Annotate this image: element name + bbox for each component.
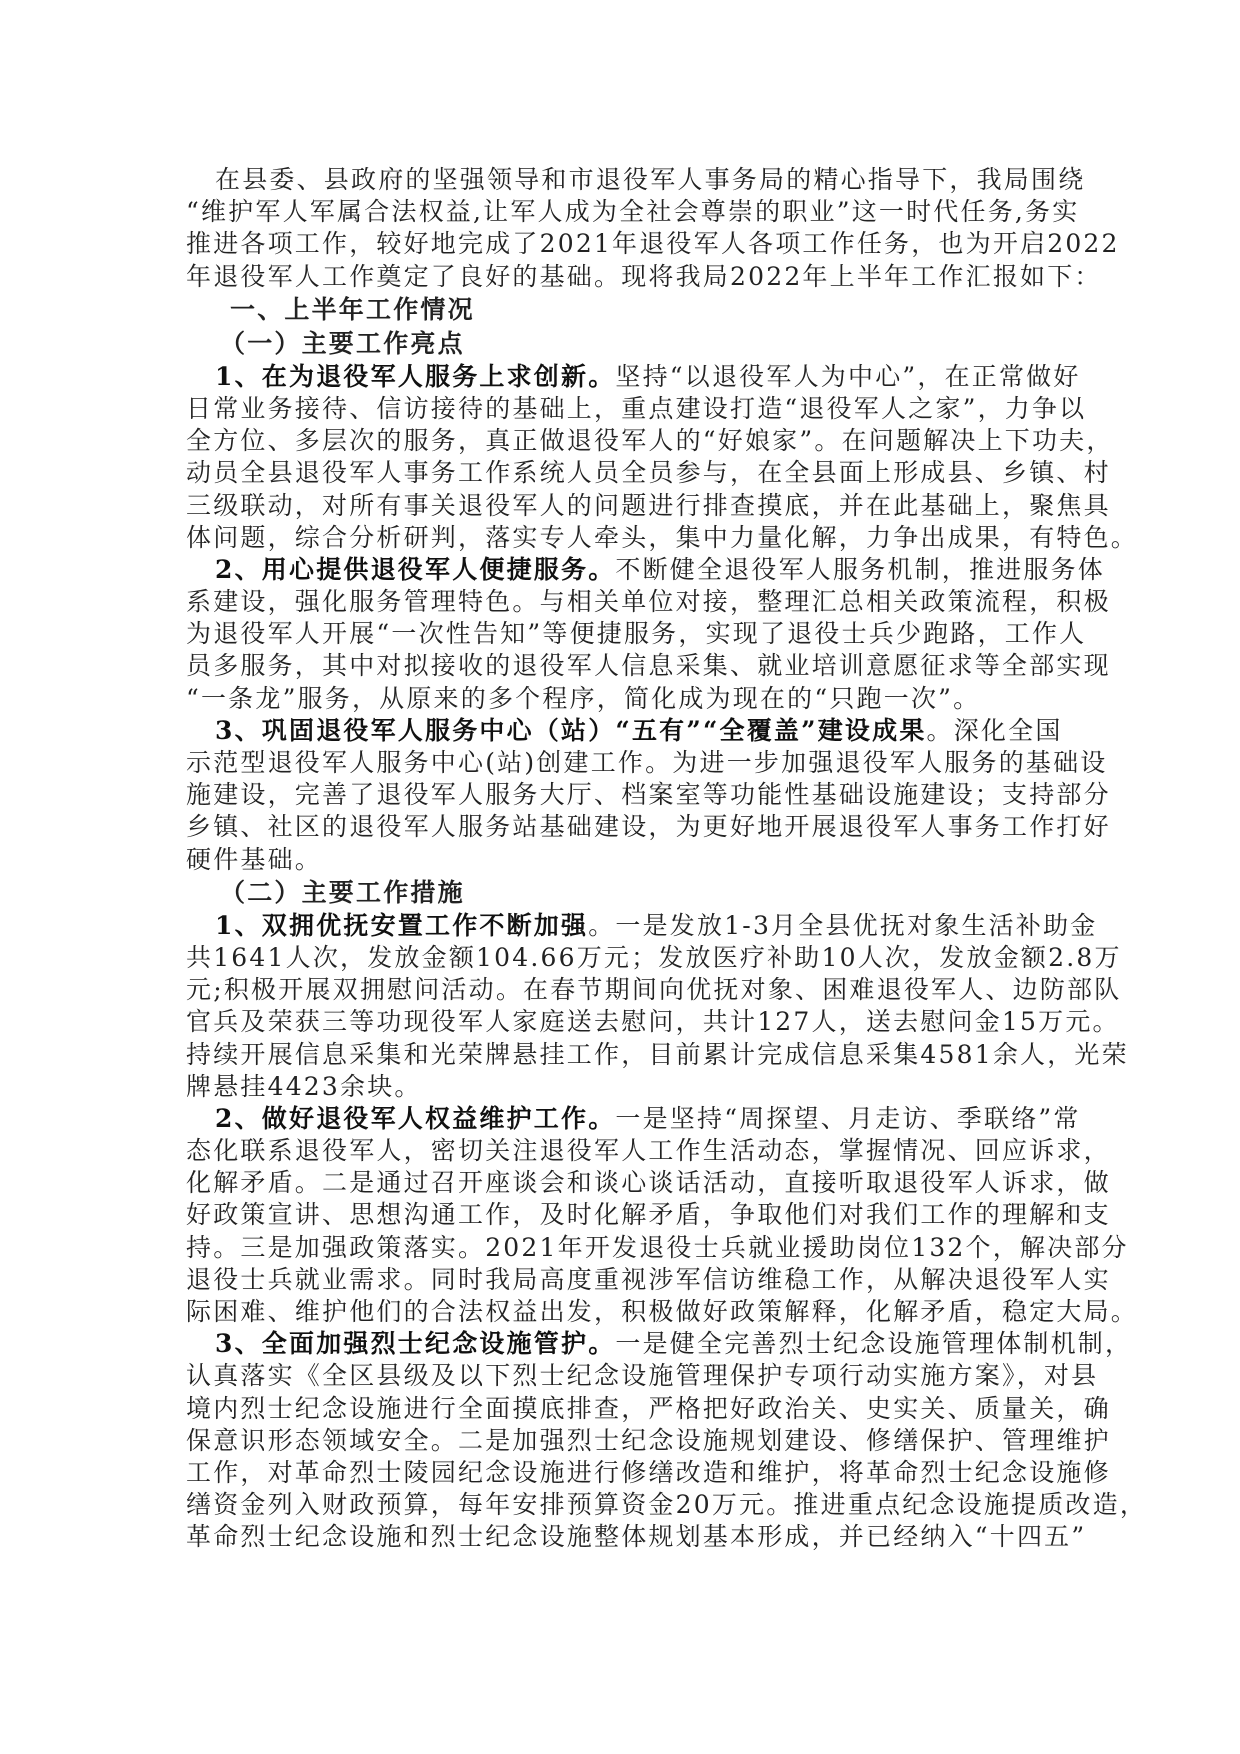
line-text: （一）主要工作亮点	[220, 328, 465, 358]
line-text: 共1641人次，发放金额104.66万元；发放医疗补助10人次，发放金额2.8万	[186, 942, 1122, 972]
text-line	[186, 1296, 1139, 1328]
paragraph	[186, 164, 1120, 293]
text-line	[186, 747, 1108, 779]
text-line	[186, 261, 1102, 293]
text-line	[186, 457, 1111, 489]
line-text: 乡镇、社区的退役军人服务站基础建设，为更好地开展退役军人事务工作打好	[186, 812, 1111, 842]
text-line	[186, 522, 1139, 554]
line-text: 动员全县退役军人事务工作系统人员全员参与，在全县面上形成县、乡镇、村	[186, 458, 1111, 488]
line-text: 在县委、县政府的坚强领导和市退役军人事务局的精心指导下，我局围绕	[215, 165, 1086, 194]
line-text: 保意识形态领域安全。二是加强烈士纪念设施规划建设、修缮保护、管理维护	[186, 1425, 1111, 1455]
line-text: 系建设，强化服务管理特色。与相关单位对接，整理汇总相关政策流程，积极	[186, 587, 1111, 617]
text-line	[186, 293, 1066, 327]
line-text: 退役士兵就业需求。同时我局高度重视涉军信访维稳工作，从解决退役军人实	[186, 1264, 1111, 1294]
text-line	[186, 910, 1098, 942]
text-line	[186, 876, 1066, 910]
line-text: 一是坚持“周探望、月走访、季联络”常	[615, 1103, 1081, 1133]
line-text: 境内烈士纪念设施进行全面摸底排查，严格把好政治关、史实关、质量关，确	[186, 1393, 1111, 1423]
text-line	[186, 1103, 1081, 1135]
text-line	[186, 1071, 1066, 1103]
text-line	[186, 1457, 1111, 1489]
bold-lead-in: 2、用心提供退役军人便捷服务。	[215, 554, 616, 584]
paragraph	[186, 715, 1111, 876]
text-line	[186, 196, 1080, 228]
bold-lead-in: 1、在为退役军人服务上求创新。	[215, 361, 616, 391]
paragraph	[186, 910, 1129, 1103]
line-text: 革命烈士纪念设施和烈士纪念设施整体规划基本形成，并已经纳入“十四五”	[186, 1522, 1087, 1552]
line-text: 际困难、维护他们的合法权益出发，积极做好政策解释，化解矛盾，稳定大局。	[186, 1297, 1139, 1326]
text-line	[186, 1199, 1111, 1231]
text-line	[186, 1135, 1111, 1167]
text-line	[186, 327, 1066, 361]
line-text: 一是健全完善烈士纪念设施管理体制机制，	[615, 1329, 1133, 1359]
text-line	[186, 715, 1066, 747]
line-text: 为退役军人开展“一次性告知”等便捷服务，实现了退役士兵少跑路，工作人	[186, 619, 1087, 649]
paragraph	[186, 1103, 1139, 1328]
line-text: 全方位、多层次的服务，真正做退役军人的“好娘家”。在问题解决上下功夫，	[186, 426, 1114, 456]
line-text: 推进各项工作，较好地完成了2021年退役军人各项工作任务，也为开启2022	[186, 229, 1120, 259]
line-text: 态化联系退役军人，密切关注退役军人工作生活动态，掌握情况、回应诉求，	[186, 1136, 1111, 1166]
text-line	[186, 164, 1086, 196]
bold-lead-in: 3、巩固退役军人服务中心（站）“五有”“全覆盖”建设成果	[215, 715, 927, 745]
paragraph	[186, 1328, 1148, 1553]
text-line	[186, 361, 1081, 393]
text-line	[186, 1521, 1087, 1553]
line-text: 工作，对革命烈士陵园纪念设施进行修缮改造和维护，将革命烈士纪念设施修	[186, 1457, 1111, 1487]
text-line	[186, 490, 1111, 522]
bold-lead-in: 3、全面加强烈士纪念设施管护。	[215, 1329, 616, 1359]
text-line	[186, 586, 1111, 618]
text-line	[186, 1328, 1133, 1360]
line-text: 持。三是加强政策落实。2021年开发退役士兵就业援助岗位132个，解决部分	[186, 1232, 1129, 1262]
text-line	[186, 1360, 1099, 1392]
line-text: 坚持“以退役军人为中心”，在正常做好	[615, 361, 1081, 391]
line-text: 认真落实《全区县级及以下烈士纪念设施管理保护专项行动实施方案》，对县	[186, 1361, 1099, 1391]
text-line	[186, 425, 1114, 457]
text-line	[186, 942, 1122, 974]
line-text: 一、上半年工作情况	[230, 294, 475, 324]
bold-lead-in: 1、双拥优抚安置工作不断加强	[215, 910, 589, 940]
text-line	[186, 1039, 1129, 1071]
text-line	[186, 1167, 1111, 1199]
line-text: 示范型退役军人服务中心(站)创建工作。为进一步加强退役军人服务的基础设	[186, 748, 1108, 777]
line-text: 元;积极开展双拥慰问活动。在春节期间向优抚对象、困难退役军人、边防部队	[186, 975, 1122, 1005]
line-text: 。一是发放1-3月全县优抚对象生活补助金	[588, 910, 1098, 940]
text-line	[186, 974, 1122, 1006]
paragraph	[186, 361, 1139, 554]
line-text: 员多服务，其中对拟接收的退役军人信息采集、就业培训意愿征求等全部实现	[186, 651, 1111, 681]
paragraph	[186, 554, 1111, 715]
line-text: 化解矛盾。二是通过召开座谈会和谈心谈话活动，直接听取退役军人诉求，做	[186, 1168, 1111, 1198]
line-text: “一条龙”服务，从原来的多个程序，简化成为现在的“只跑一次”。	[186, 683, 981, 713]
line-text: 官兵及荣获三等功现役军人家庭送去慰问，共计127人，送去慰问金15万元。	[186, 1007, 1120, 1037]
text-line	[186, 1264, 1111, 1296]
line-text: 日常业务接待、信访接待的基础上，重点建设打造“退役军人之家”，力争以	[186, 393, 1087, 423]
subsection-heading	[186, 327, 1066, 361]
text-line	[186, 1006, 1120, 1038]
text-line	[186, 393, 1087, 425]
line-text: 。深化全国	[926, 715, 1063, 745]
line-text: “维护军人军属合法权益,让军人成为全社会尊崇的职业”这一时代任务,务实	[186, 197, 1080, 227]
text-line	[186, 554, 1106, 586]
subsection-heading	[186, 876, 1066, 910]
text-line	[186, 618, 1087, 650]
line-text: 缮资金列入财政预算，每年安排预算资金20万元。推进重点纪念设施提质改造，	[186, 1490, 1148, 1520]
line-text: （二）主要工作措施	[220, 877, 465, 907]
text-line	[186, 683, 1066, 715]
text-line	[186, 228, 1120, 260]
text-line	[186, 1489, 1148, 1521]
line-text: 年退役军人工作奠定了良好的基础。现将我局2022年上半年工作汇报如下：	[186, 261, 1102, 291]
text-line	[186, 650, 1111, 682]
bold-lead-in: 2、做好退役军人权益维护工作。	[215, 1103, 616, 1133]
line-text: 牌悬挂4423余块。	[186, 1071, 422, 1101]
text-line	[186, 1425, 1111, 1457]
line-text: 好政策宣讲、思想沟通工作，及时化解矛盾，争取他们对我们工作的理解和支	[186, 1200, 1111, 1230]
text-line	[186, 811, 1111, 843]
text-line	[186, 779, 1111, 811]
text-line	[186, 1393, 1111, 1425]
section-heading	[186, 293, 1066, 327]
line-text: 施建设，完善了退役军人服务大厅、档案室等功能性基础设施建设；支持部分	[186, 780, 1111, 810]
document-page	[186, 164, 1148, 1554]
line-text: 体问题，综合分析研判，落实专人牵头，集中力量化解，力争出成果，有特色。	[186, 522, 1139, 552]
text-line	[186, 844, 1066, 876]
line-text: 不断健全退役军人服务机制，推进服务体	[615, 554, 1106, 584]
line-text: 持续开展信息采集和光荣牌悬挂工作，目前累计完成信息采集4581余人，光荣	[186, 1039, 1129, 1069]
text-line	[186, 1232, 1129, 1264]
line-text: 三级联动，对所有事关退役军人的问题进行排查摸底，并在此基础上，聚焦具	[186, 490, 1111, 520]
line-text: 硬件基础。	[186, 844, 323, 874]
